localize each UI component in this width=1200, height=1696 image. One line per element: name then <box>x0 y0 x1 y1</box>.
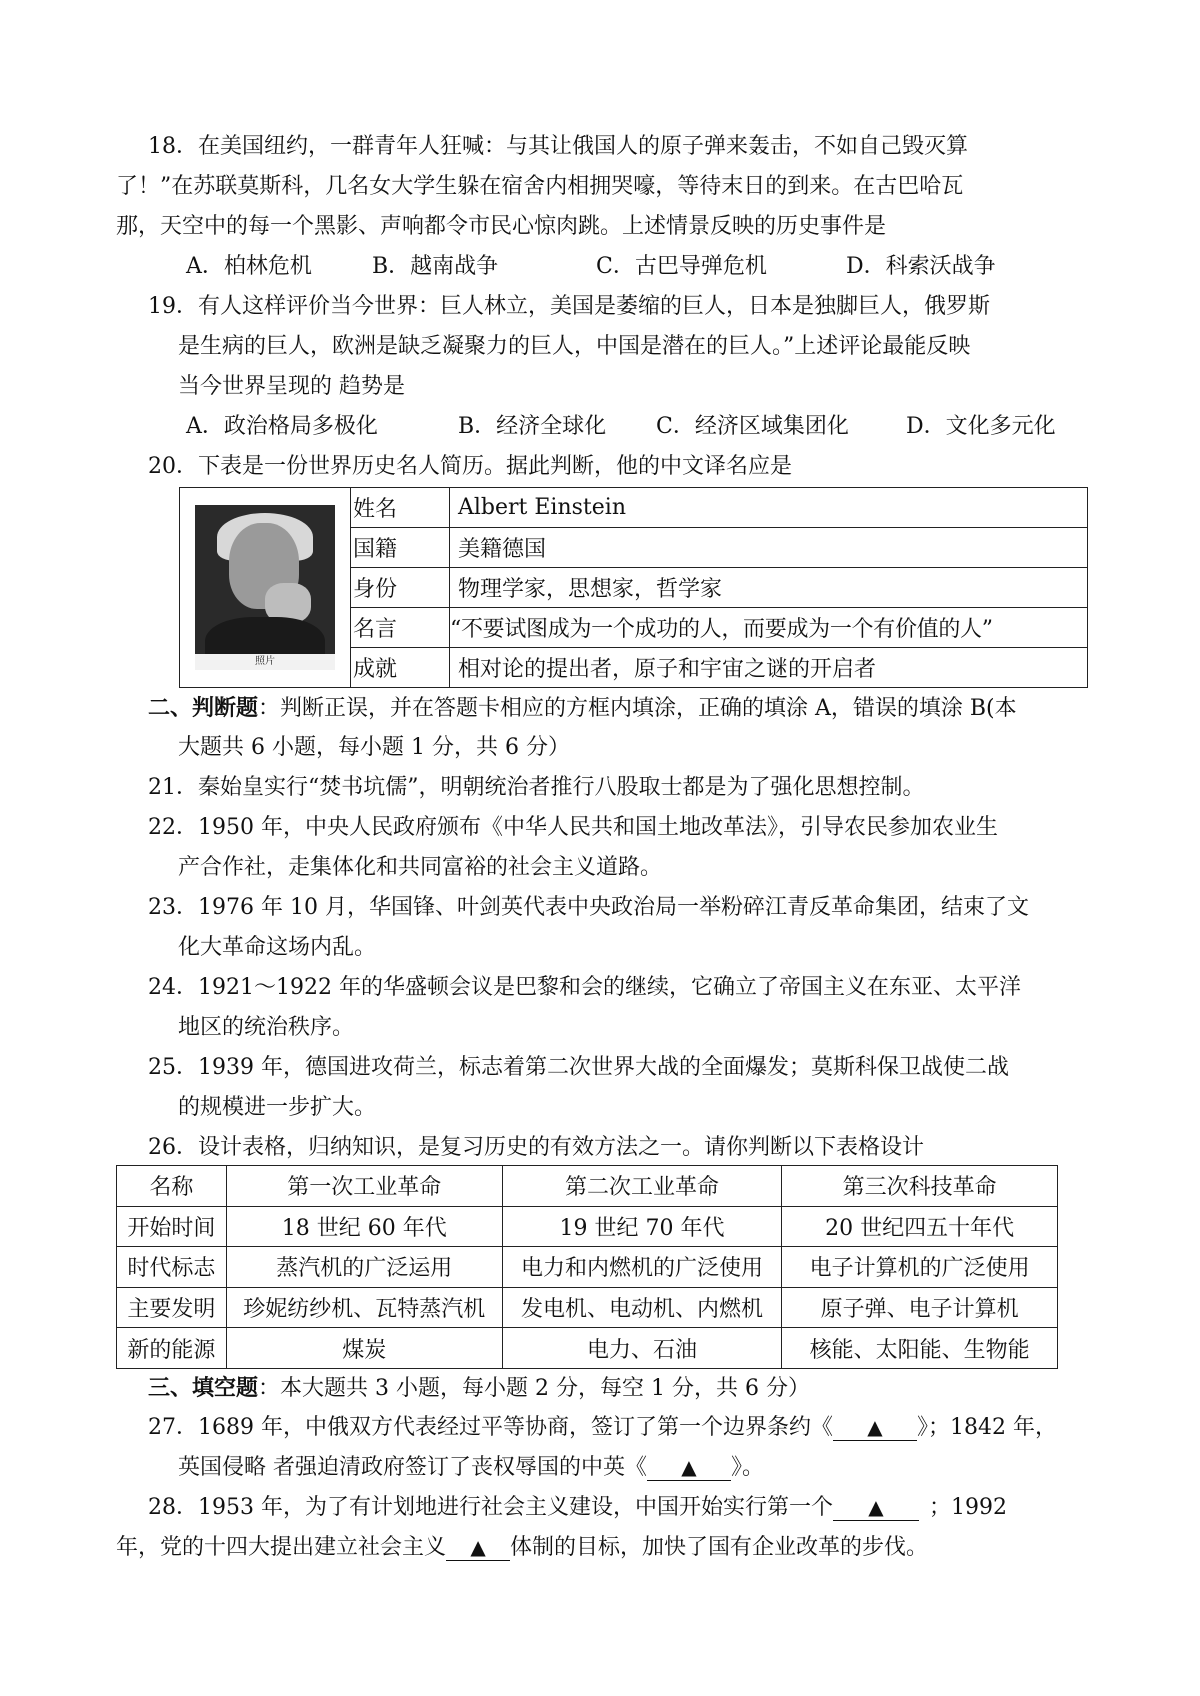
bio-value-name: Albert Einstein <box>450 488 1088 528</box>
table-cell: 时代标志 <box>117 1247 227 1288</box>
q28-line-1: 28．1953 年，为了有计划地进行社会主义建设，中国开始实行第一个 ▲ ；1992 <box>148 1495 1007 1520</box>
table-cell: 核能、太阳能、生物能 <box>782 1328 1058 1369</box>
q23-line-2: 化大革命这场内乱。 <box>178 935 377 960</box>
q18-option-c: C．古巴导弹危机 <box>596 254 767 279</box>
table-header: 第二次工业革命 <box>502 1166 782 1207</box>
q22-line-1: 22．1950 年，中央人民政府颁布《中华人民共和国土地改革法》，引导农民参加农业生 <box>148 815 998 840</box>
triangle-marker-icon: ▲ <box>470 1535 486 1559</box>
portrait-photo <box>180 488 351 688</box>
table-cell: 蒸汽机的广泛运用 <box>226 1247 502 1288</box>
q18-option-a: A．柏林危机 <box>186 254 312 279</box>
bio-label-identity: 身份 <box>351 568 450 608</box>
table-cell: 煤炭 <box>226 1328 502 1369</box>
table-cell: 新的能源 <box>117 1328 227 1369</box>
bio-value-quote: “不要试图成为一个成功的人，而要成为一个有价值的人” <box>450 608 1088 648</box>
q23-line-1: 23．1976 年 10 月，华国锋、叶剑英代表中央政治局一举粉碎江青反革命集团，结束了文 <box>148 895 1029 920</box>
table-cell: 20 世纪四五十年代 <box>782 1206 1058 1247</box>
section-3-instructions: ：本大题共 3 小题，每小题 2 分，每空 1 分，共 6 分） <box>258 1376 810 1401</box>
q27-line-2: 英国侵略 者强迫清政府签订了丧权辱国的中英《 ▲ 》。 <box>178 1455 765 1480</box>
table-cell: 珍妮纺纱机、瓦特蒸汽机 <box>226 1287 502 1328</box>
q19-line-2: 是生病的巨人，欧洲是缺乏凝聚力的巨人，中国是潜在的巨人。”上述评论最能反映 <box>178 334 971 359</box>
section-2-line-1 <box>148 693 1017 724</box>
answer-blank[interactable] <box>647 1455 731 1481</box>
q24-line-1: 24．1921～1922 年的华盛顿会议是巴黎和会的继续，它确立了帝国主义在东亚、太平洋 <box>148 975 1021 1000</box>
table-cell: 电子计算机的广泛使用 <box>782 1247 1058 1288</box>
section-2-heading: 二、判断题 <box>148 695 259 721</box>
bio-value-achievement: 相对论的提出者，原子和宇宙之谜的开启者 <box>450 648 1088 688</box>
q22-line-2: 产合作社，走集体化和共同富裕的社会主义道路。 <box>178 855 663 880</box>
table-cell: 18 世纪 60 年代 <box>226 1206 502 1247</box>
q28-line-2: 年，党的十四大提出建立社会主义 ▲ 体制的目标，加快了国有企业改革的步伐。 <box>116 1535 929 1560</box>
table-cell: 电力和内燃机的广泛使用 <box>502 1247 782 1288</box>
q26-stem: 26．设计表格，归纳知识，是复习历史的有效方法之一。请你判断以下表格设计 <box>148 1135 924 1160</box>
answer-blank[interactable] <box>833 1415 917 1441</box>
triangle-marker-icon: ▲ <box>681 1455 697 1479</box>
table-header: 第三次科技革命 <box>782 1166 1058 1207</box>
bio-value-identity: 物理学家，思想家，哲学家 <box>450 568 1088 608</box>
triangle-marker-icon: ▲ <box>868 1495 884 1519</box>
table-cell: 原子弹、电子计算机 <box>782 1287 1058 1328</box>
q19-option-c: C．经济区域集团化 <box>656 414 849 439</box>
section-2-line-2: 大题共 6 小题，每小题 1 分，共 6 分） <box>178 735 570 760</box>
table-cell: 开始时间 <box>117 1206 227 1247</box>
table-header: 名称 <box>117 1166 227 1207</box>
table-cell: 电力、石油 <box>502 1328 782 1369</box>
q25-line-1: 25．1939 年，德国进攻荷兰，标志着第二次世界大战的全面爆发；莫斯科保卫战使二战 <box>148 1055 1009 1080</box>
bio-label-quote: 名言 <box>351 608 450 648</box>
bio-label-nationality: 国籍 <box>351 528 450 568</box>
table-cell: 主要发明 <box>117 1287 227 1328</box>
section-3-line <box>148 1373 810 1404</box>
q21-line-1: 21．秦始皇实行“焚书坑儒”，明朝统治者推行八股取士都是为了强化思想控制。 <box>148 775 925 800</box>
q19-line-3: 当今世界呈现的 趋势是 <box>178 374 405 399</box>
q18-line-2: 了！”在苏联莫斯科，几名女大学生躲在宿舍内相拥哭嚎，等待末日的到来。在古巴哈瓦 <box>116 174 964 199</box>
q19-option-a: A．政治格局多极化 <box>186 414 378 439</box>
industrial-revolution-table <box>116 1165 1058 1369</box>
q18-line-3: 那，天空中的每一个黑影、声响都令市民心惊肉跳。上述情景反映的历史事件是 <box>116 214 887 239</box>
table-header: 第一次工业革命 <box>226 1166 502 1207</box>
section-3-heading: 三、填空题 <box>148 1375 259 1401</box>
bio-value-nationality: 美籍德国 <box>450 528 1088 568</box>
photo-caption: 照片 <box>195 654 335 670</box>
triangle-marker-icon: ▲ <box>867 1415 883 1439</box>
q18-line-1: 18．在美国纽约，一群青年人狂喊：与其让俄国人的原子弹来轰击，不如自己毁灭算 <box>148 134 968 159</box>
q18-option-d: D．科索沃战争 <box>846 254 996 279</box>
q25-line-2: 的规模进一步扩大。 <box>178 1095 377 1120</box>
q19-option-b: B．经济全球化 <box>458 414 607 439</box>
biography-table <box>179 487 1088 688</box>
q27-line-1: 27．1689 年，中俄双方代表经过平等协商，签订了第一个边界条约《 ▲ 》；1842 年， <box>148 1415 1057 1440</box>
table-cell: 19 世纪 70 年代 <box>502 1206 782 1247</box>
q19-option-d: D．文化多元化 <box>906 414 1056 439</box>
bio-label-name: 姓名 <box>351 488 450 528</box>
bio-label-achievement: 成就 <box>351 648 450 688</box>
q19-line-1: 19．有人这样评价当今世界：巨人林立，美国是萎缩的巨人，日本是独脚巨人，俄罗斯 <box>148 294 990 319</box>
section-2-instructions: ：判断正误，并在答题卡相应的方框内填涂，正确的填涂 A，错误的填涂 B(本 <box>258 696 1017 721</box>
q18-option-b: B．越南战争 <box>372 254 499 279</box>
table-cell: 发电机、电动机、内燃机 <box>502 1287 782 1328</box>
q20-stem: 20．下表是一份世界历史名人简历。据此判断，他的中文译名应是 <box>148 454 792 479</box>
q24-line-2: 地区的统治秩序。 <box>178 1015 355 1040</box>
answer-blank[interactable] <box>833 1495 919 1521</box>
answer-blank[interactable] <box>446 1535 510 1561</box>
